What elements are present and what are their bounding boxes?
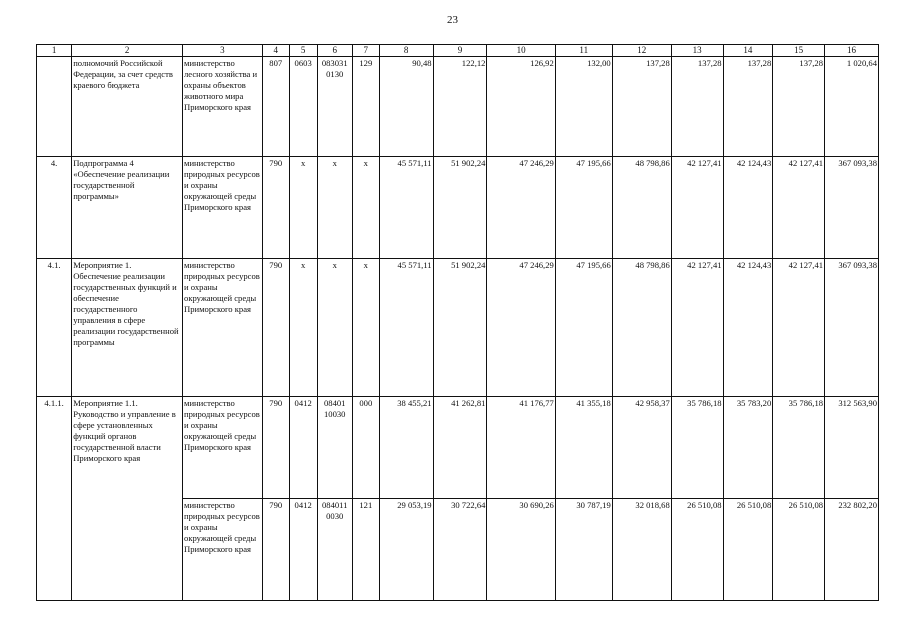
table-row	[37, 57, 879, 157]
row-value: 42 124,43	[723, 259, 773, 397]
row-value: 30 722,64	[433, 499, 487, 601]
row-authority: министерство лесного хозяйства и охраны объектов животного мира Приморского края	[183, 57, 263, 157]
row-value: 45 571,11	[379, 157, 433, 259]
row-value: 122,12	[433, 57, 487, 157]
row-section: 0412	[289, 499, 317, 601]
row-value: 30 690,26	[487, 499, 555, 601]
row-code: 807	[262, 57, 289, 157]
table-row	[37, 397, 879, 499]
page-number: 23	[447, 14, 458, 26]
row-total: 367 093,38	[825, 259, 879, 397]
row-value: 42 127,41	[773, 157, 825, 259]
row-number: 4.1.1.	[37, 397, 72, 601]
row-value: 41 355,18	[555, 397, 612, 499]
column-number: 14	[723, 45, 773, 57]
row-value: 26 510,08	[773, 499, 825, 601]
row-value: 48 798,86	[612, 259, 671, 397]
row-total: 312 563,90	[825, 397, 879, 499]
column-number-row	[37, 45, 879, 57]
column-number: 11	[555, 45, 612, 57]
column-number: 6	[317, 45, 352, 57]
row-value: 45 571,11	[379, 259, 433, 397]
row-value: 48 798,86	[612, 157, 671, 259]
row-value: 47 195,66	[555, 157, 612, 259]
row-target-code: x	[317, 157, 352, 259]
column-number: 5	[289, 45, 317, 57]
row-value: 30 787,19	[555, 499, 612, 601]
row-authority: министерство природных ресурсов и охраны окружающей среды Приморского края	[183, 499, 263, 601]
column-number: 15	[773, 45, 825, 57]
column-number: 8	[379, 45, 433, 57]
row-expense-type: x	[352, 157, 379, 259]
row-number: 4.	[37, 157, 72, 259]
row-value: 126,92	[487, 57, 555, 157]
row-value: 42 124,43	[723, 157, 773, 259]
row-code: 790	[262, 157, 289, 259]
row-value: 26 510,08	[671, 499, 723, 601]
table-row	[37, 259, 879, 397]
row-value: 42 958,37	[612, 397, 671, 499]
row-value: 132,00	[555, 57, 612, 157]
row-description: Мероприятие 1. Обеспечение реализации государственных функций и обеспечение государственного управления в сфере реализации государственной программы	[72, 259, 183, 397]
row-value: 41 176,77	[487, 397, 555, 499]
row-value: 42 127,41	[671, 259, 723, 397]
row-target-code: 083031 0130	[317, 57, 352, 157]
row-value: 90,48	[379, 57, 433, 157]
row-expense-type: 129	[352, 57, 379, 157]
column-number: 16	[825, 45, 879, 57]
row-value: 26 510,08	[723, 499, 773, 601]
column-number: 4	[262, 45, 289, 57]
row-value: 137,28	[773, 57, 825, 157]
row-description: Мероприятие 1.1. Руководство и управление в сфере установленных функций органов государственной власти Приморского края	[72, 397, 183, 601]
row-target-code: 084011 0030	[317, 499, 352, 601]
row-number: 4.1.	[37, 259, 72, 397]
row-section: x	[289, 157, 317, 259]
row-value: 38 455,21	[379, 397, 433, 499]
row-total: 367 093,38	[825, 157, 879, 259]
row-code: 790	[262, 499, 289, 601]
row-total: 1 020,64	[825, 57, 879, 157]
row-value: 47 195,66	[555, 259, 612, 397]
row-value: 47 246,29	[487, 157, 555, 259]
row-target-code: 08401 10030	[317, 397, 352, 499]
row-code: 790	[262, 259, 289, 397]
row-description: Подпрограмма 4 «Обеспечение реализации государственной программы»	[72, 157, 183, 259]
row-target-code: x	[317, 259, 352, 397]
row-description: полномочий Российской Федерации, за счет средств краевого бюджета	[72, 57, 183, 157]
column-number: 2	[72, 45, 183, 57]
budget-table	[36, 44, 879, 601]
row-value: 42 127,41	[773, 259, 825, 397]
row-authority: министерство природных ресурсов и охраны окружающей среды Приморского края	[183, 397, 263, 499]
row-value: 35 783,20	[723, 397, 773, 499]
row-value: 35 786,18	[671, 397, 723, 499]
row-section: 0603	[289, 57, 317, 157]
row-section: x	[289, 259, 317, 397]
row-value: 42 127,41	[671, 157, 723, 259]
row-value: 32 018,68	[612, 499, 671, 601]
row-value: 137,28	[723, 57, 773, 157]
row-value: 35 786,18	[773, 397, 825, 499]
row-value: 137,28	[612, 57, 671, 157]
row-value: 51 902,24	[433, 157, 487, 259]
row-number	[37, 57, 72, 157]
column-number: 9	[433, 45, 487, 57]
column-number: 3	[183, 45, 263, 57]
row-value: 41 262,81	[433, 397, 487, 499]
row-value: 137,28	[671, 57, 723, 157]
row-section: 0412	[289, 397, 317, 499]
table-row	[37, 157, 879, 259]
row-expense-type: x	[352, 259, 379, 397]
column-number: 12	[612, 45, 671, 57]
column-number: 13	[671, 45, 723, 57]
row-expense-type: 000	[352, 397, 379, 499]
row-authority: министерство природных ресурсов и охраны окружающей среды Приморского края	[183, 259, 263, 397]
row-value: 47 246,29	[487, 259, 555, 397]
column-number: 1	[37, 45, 72, 57]
row-value: 29 053,19	[379, 499, 433, 601]
row-code: 790	[262, 397, 289, 499]
column-number: 7	[352, 45, 379, 57]
row-authority: министерство природных ресурсов и охраны окружающей среды Приморского края	[183, 157, 263, 259]
row-total: 232 802,20	[825, 499, 879, 601]
row-value: 51 902,24	[433, 259, 487, 397]
row-expense-type: 121	[352, 499, 379, 601]
column-number: 10	[487, 45, 555, 57]
